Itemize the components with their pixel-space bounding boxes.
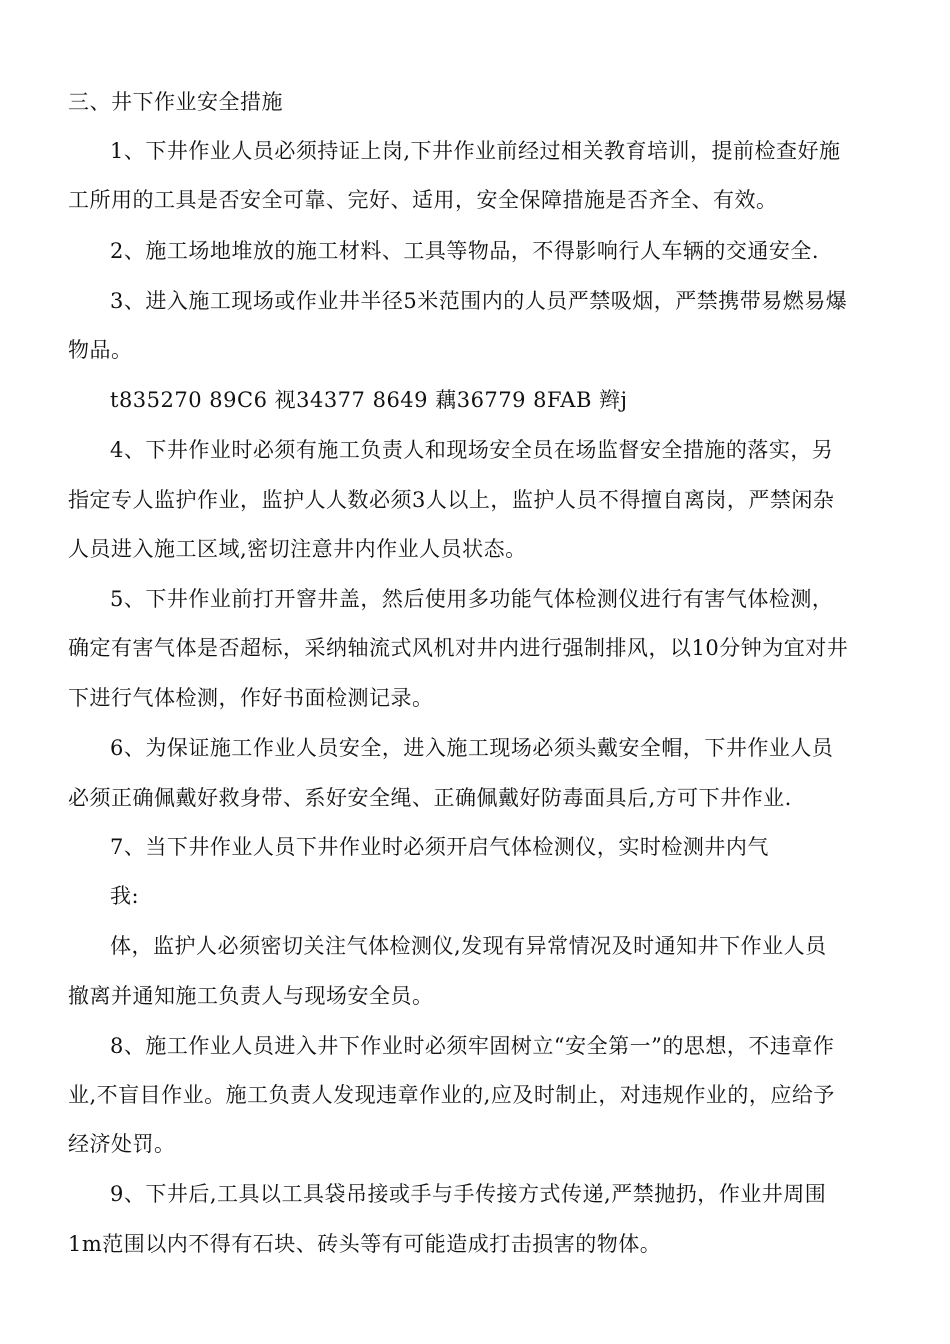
paragraph-line: 4、下井作业时必须有施工负责人和现场安全员在场监督安全措施的落实，另 [110,438,834,462]
paragraph-line: 经济处罚。 [68,1132,176,1156]
paragraph-line: 我: [110,884,140,908]
paragraph-line: 工所用的工具是否安全可靠、完好、适用，安全保障措施是否齐全、有效。 [68,188,778,212]
paragraph-line: 物品。 [68,338,133,362]
paragraph-line: 必须正确佩戴好救身带、系好安全绳、正确佩戴好防毒面具后,方可下井作业. [68,786,792,810]
paragraph-line: 3、进入施工现场或作业井半径5米范围内的人员严禁吸烟，严禁携带易燃易爆 [110,289,848,313]
paragraph-line: 7、当下井作业人员下井作业时必须开启气体检测仪，实时检测井内气 [110,835,769,859]
paragraph-line: 1、下井作业人员必须持证上岗,下井作业前经过相关教育培训，提前检查好施 [110,139,841,163]
paragraph-line: 确定有害气体是否超标，采纳轴流式风机对井内进行强制排风，以10分钟为宜对井 [68,636,849,660]
paragraph-line: 人员进入施工区域,密切注意井内作业人员状态。 [68,537,527,561]
paragraph-line: 下进行气体检测，作好书面检测记录。 [68,686,434,710]
paragraph-line: 6、为保证施工作业人员安全，进入施工现场必须头戴安全帽，下井作业人员 [110,736,834,760]
paragraph-line: 体，监护人必须密切关注气体检测仪,发现有异常情况及时通知井下作业人员 [110,934,827,958]
paragraph-line: 指定专人监护作业，监护人人数必须3人以上，监护人员不得擅自离岗，严禁闲杂 [68,488,835,512]
section-heading: 三、井下作业安全措施 [68,90,283,114]
paragraph-line: 撤离并通知施工负责人与现场安全员。 [68,984,434,1008]
paragraph-line: 9、下井后,工具以工具袋吊接或手与手传接方式传递,严禁抛扔，作业井周围 [110,1182,827,1206]
garbled-line: t835270 89C6 视34377 8649 藕36779 8FAB 辫j [110,388,628,412]
paragraph-line: 2、施工场地堆放的施工材料、工具等物品，不得影响行人车辆的交通安全. [110,239,820,263]
paragraph-line: 业,不盲目作业。施工负责人发现违章作业的,应及时制止，对违规作业的，应给予 [68,1083,835,1107]
paragraph-line: 1m范围以内不得有石块、砖头等有可能造成打击损害的物体。 [68,1232,662,1256]
paragraph-line: 5、下井作业前打开窨井盖，然后使用多功能气体检测仪进行有害气体检测， [110,587,834,611]
paragraph-line: 8、施工作业人员进入井下作业时必须牢固树立“安全第一”的思想，不违章作 [110,1034,835,1058]
